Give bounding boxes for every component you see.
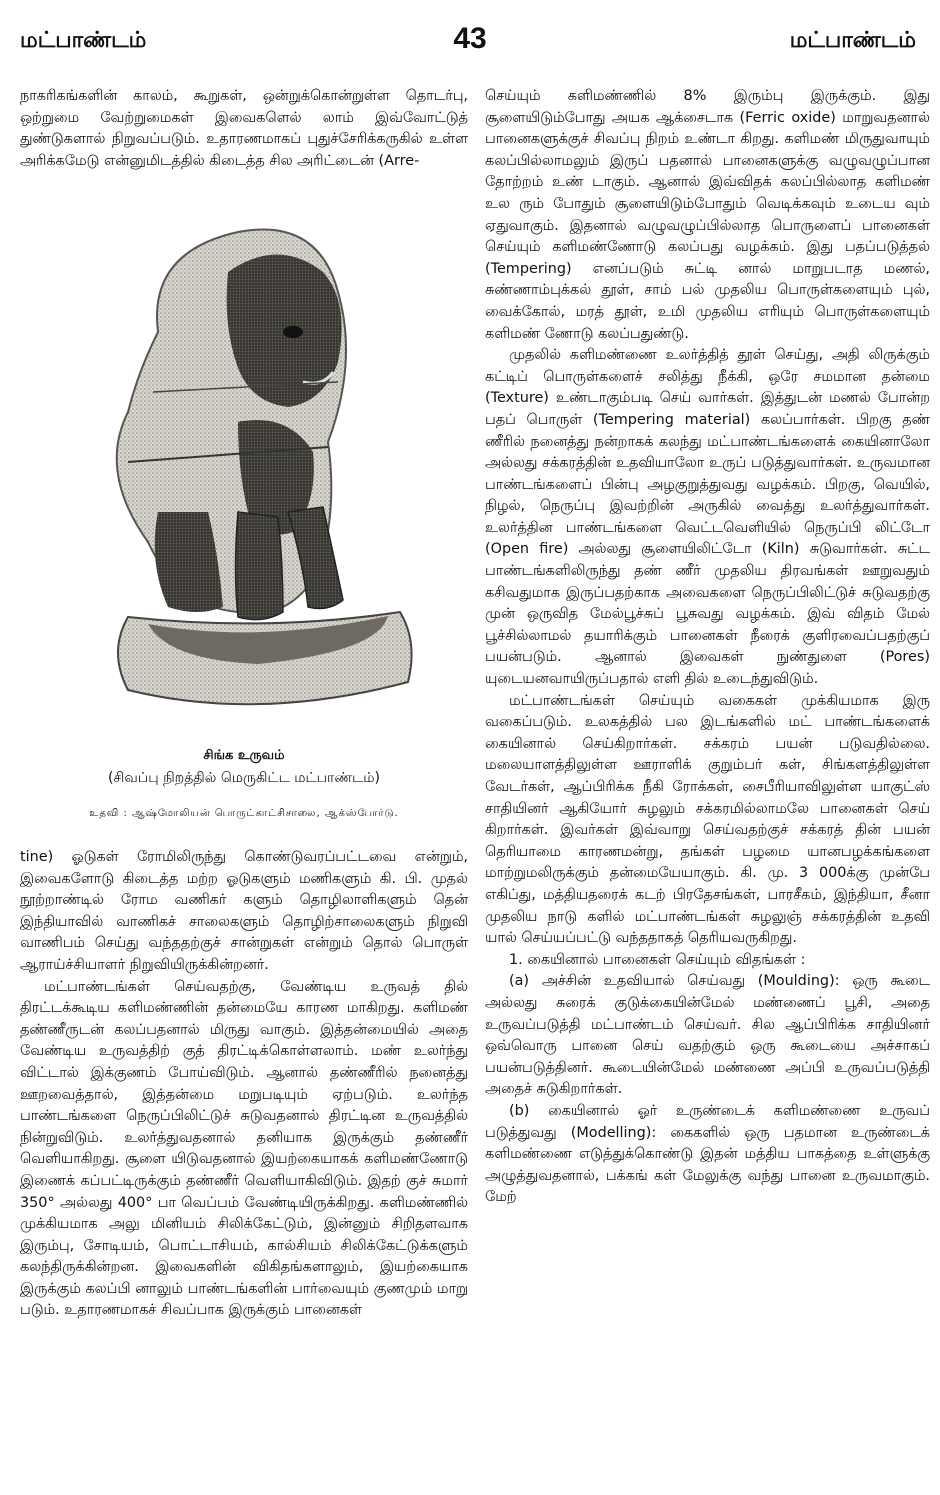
paragraph: நாகரிகங்களின் காலம், கூறுகள், ஒன்றுக்கொன்றுள்ள தொடர்பு, ஒற்றுமை வேற்றுமைகள் இவைகளெல் லாம் இவ்வோட்டுத் துண்டுகளால் நிறுவப்படும். உதாரணமாகப் புதுச்சேரிக்கருகில் உள்ள அரிக்கமேடு என்னுமிடத்தில் கிடைத்த சில அரிட்டைன் (Arre- [20, 88, 468, 169]
paragraph: மட்பாண்டங்கள் செய்யும் வகைகள் முக்கியமாக இரு வகைப்படும். உலகத்தில் பல இடங்களில் மட் பாண்டங்களைக் கையினால் செய்கிறார்கள். சக்கரம் பயன் படுவதில்லை. மலையாளத்திலுள்ள ஊராளிக் குறும்பர் கள், சிங்களத்திலுள்ள வேடர்கள், ஆப்பிரிக்க நீகி ரோக்கள், சைபீரியாவிலுள்ள யாகுட்ஸ் சாதியினர் ஆகியோர் சுழலும் சக்கரமில்லாமலே பானைகள் செய் கிறார்கள். இவர்கள் இவ்வாறு செய்வதற்குச் சக்கரத் தின் பயன் தெரியாமை காரணமன்று, தங்கள் பழமை யானபழக்கங்களை மாற்றுமலிருக்கும் தன்மையேயாகும். கி. மு. 3 000க்கு முன்பே எகிப்து, மத்தியதரைக் கடற் பிரதேசங்கள், பாரசீகம், இந்தியா, சீனா முதலிய நாடு களில் மட்பாண்டங்கள் சுழலுஞ் சக்கரத்தின் உதவி யால் செய்யப்பட்டு வந்ததாகத் தெரியவருகிறது. [485, 692, 930, 947]
page-number: 43 [453, 22, 487, 55]
left-column-bottom [20, 847, 468, 1322]
lion-figure-image [88, 212, 420, 737]
figure-caption: (சிவப்பு நிறத்தில் மெருகிட்ட மட்பாண்டம்) [107, 770, 381, 786]
paragraph: (a) அச்சின் உதவியால் செய்வது (Moulding): ஒரு கூடை அல்லது சுரைக் குடுக்கையின்மேல் மண்ணைப் பூசி, அதை உருவப்படுத்தி மட்பாண்டம் செய்வர். சில ஆப்பிரிக்க சாதியினர் ஒவ்வொரு பானை செய் வதற்கும் ஒரு கூடையை அச்சாகப் பயன்படுத்தினர். கூடையின்மேல் மண்ணை அப்பி உருவப்படுத்தி அதைச் சுடுகிறார்கள். [485, 973, 930, 1098]
paragraph: (b) கையினால் ஓர் உருண்டைக் களிமண்ணை உருவப் படுத்துவது (Modelling): கைகளில் ஒரு பதமான உருண்டைக் களிமண்ணை எடுத்துக்கொண்டு இதன் மத்திய பாகத்தை உள்ளுக்கு அழுத்துவதனால், பக்கங் கள் மேலுக்கு வந்து பானை உருவமாகும். மேற் [485, 1102, 930, 1206]
running-head-left: மட்பாண்டம் [20, 28, 147, 53]
right-column [485, 86, 930, 1209]
paragraph: செய்யும் களிமண்ணில் 8% இரும்பு இருக்கும். இது சூளையிடும்போது அயக ஆக்சைடாக (Ferric oxide) மாறுவதனால் பானைகளுக்குச் சிவப்பு நிறம் உண்டா கிறது. களிமண் மிருதுவாயும் கலப்பில்லாமலும் இருப் பதனால் பானைகளுக்கு வழுவழுப்பான தோற்றம் உண் டாகும். ஆனால் இவ்விதக் கலப்பில்லாத களிமண் உல ரும் போதும் சூளையிடும்போதும் வெடிக்கவும் உடைய வும் ஏதுவாகும். இதனால் வழுவழுப்பில்லாத பொருளைப் பானைகள் செய்யும் களிமண்ணோடு கலப்பது வழக்கம். இது பதப்படுத்தல் (Tempering) எனப்படும் சுட்டி னால் மாறுபடாத மணல், சுண்ணாம்புக்கல் தூள், சாம் பல் முதலிய பொருள்களையும் புல், வைக்கோல், மரத் தூள், உமி முதலிய எரியும் பொருள்களையும் களிமண் ணோடு கலப்பதுண்டு. [485, 88, 930, 342]
paragraph: மட்பாண்டங்கள் செய்வதற்கு, வேண்டிய உருவத் தில் திரட்டக்கூடிய களிமண்ணின் தன்மையே காரண மாகிறது. களிமண் தண்ணீருடன் கலப்பதனால் மிருது வாகும். இத்தன்மையில் அதை வேண்டிய உருவத்திற் குத் திரட்டிக்கொள்ளலாம். மண் உலர்ந்து விட்டால் இக்குணம் போய்விடும். ஆனால் தண்ணீரில் நனைத்து ஊறவைத்தால், இத்தன்மை மறுபடியும் ஏற்படும். உலர்ந்த பாண்டங்களை நெருப்பிலிட்டுச் சுடுவதனால் திரட்டின உருவத்தில் நின்றுவிடும். உலர்த்துவதனால் தனியாக இருக்கும் தண்ணீர் வெளியாகிறது. சூளை யிடுவதனால் இயற்கையாகக் களிமண்ணோடு இணைக் கப்பட்டிருக்கும் தண்ணீர் வெளியாகிவிடும். இதற் குச் சுமார் 350° அல்லது 400° பா வெப்பம் வேண்டியிருக்கிறது. களிமண்ணில் முக்கியமாக அலு மினியம் சிலிக்கேட்டும், இன்னும் சிறிதளவாக இரும்பு, சோடியம், பொட்டாசியம், கால்சியம் சிலிக்கேட்டுக்களும் கலந்திருக்கின்றன. இவைகளின் விகிதங்களாலும், இயற்கையாக இருக்கும் கலப்பி னாலும் பாண்டங்களின் பார்வையும் குணமும் மாறு படும். உதாரணமாகச் சிவப்பாக இருக்கும் பானைகள் [20, 978, 468, 1319]
left-column-top [20, 86, 468, 172]
running-head-right: மட்பாண்டம் [789, 28, 916, 53]
section-heading: 1. கையினால் பானைகள் செய்யும் விதங்கள் : [509, 951, 806, 968]
figure-title: சிங்க உருவம் [203, 748, 285, 763]
paragraph: முதலில் களிமண்ணை உலர்த்தித் தூள் செய்து, அதி லிருக்கும் கட்டிப் பொருள்களைச் சலித்து நீக்கி, ஒரே சமமான தன்மை (Texture) உண்டாகும்படி செய் வார்கள். இத்துடன் மணல் போன்ற பதப் பொருள் (Tempering material) கலப்பார்கள். பிறகு தண் ணீரில் நனைத்து நன்றாகக் கலந்து மட்பாண்டங்களைக் கையினாலோ அல்லது சக்கரத்தின் உதவியாலோ உருப் படுத்துவார்கள். உருவமான பாண்டங்களைப் பின்பு அழகுறுத்துவது வழக்கம். பிறகு, வெயில், நிழல், நெருப்பு இவற்றின் அருகில் வைத்து உலர்த்துவார்கள். உலர்த்தின பாண்டங்களை வெட்டவெளியில் நெருப்பி லிட்டோ (Open fire) அல்லது சூளையிலிட்டோ (Kiln) சுடுவார்கள். சுட்ட பாண்டங்களிலிருந்து தண் ணீர் முதலிய திரவங்கள் ஊறுவதும் கசிவதுமாக இருப்பதற்காக அவைகளை நெருப்பிலிட்டுச் சுடுவதற்கு முன் ஒருவித மேல்பூச்சுப் பூசுவது வழக்கம். இவ் விதம் மேல் பூச்சில்லாமல் தயாரிக்கும் பானைகள் நீரைக் குளிரவைப்பதற்குப் பயன்படும். ஆனால் இவைகள் நுண்துளை (Pores) யுடையனவாயிருப்பதால் எளி தில் உடைந்துவிடும். [485, 347, 930, 688]
figure-credit: உதவி : ஆஷ்மோலியன் பொருட்காட்சிசாலை, ஆக்ஸ்போர்டு. [89, 808, 399, 819]
paragraph: tine) ஓடுகள் ரோமிலிருந்து கொண்டுவரப்பட்டவை என்றும், இவைகளோடு கிடைத்த மற்ற ஓடுகளும் மணிகளும் கி. பி. முதல் நூற்றாண்டில் ரோம வணிகர் களும் தொழிலாளிகளும் தென் இந்தியாவில் வாணிகச் சாலைகளும் தொழிற்சாலைகளும் நிறுவி வாணிபம் செய்து வந்ததற்குச் சான்றுகள் என்றும் தொல் பொருள் ஆராய்ச்சியாளர் நிறுவியிருக்கின்றனர். [20, 849, 468, 973]
